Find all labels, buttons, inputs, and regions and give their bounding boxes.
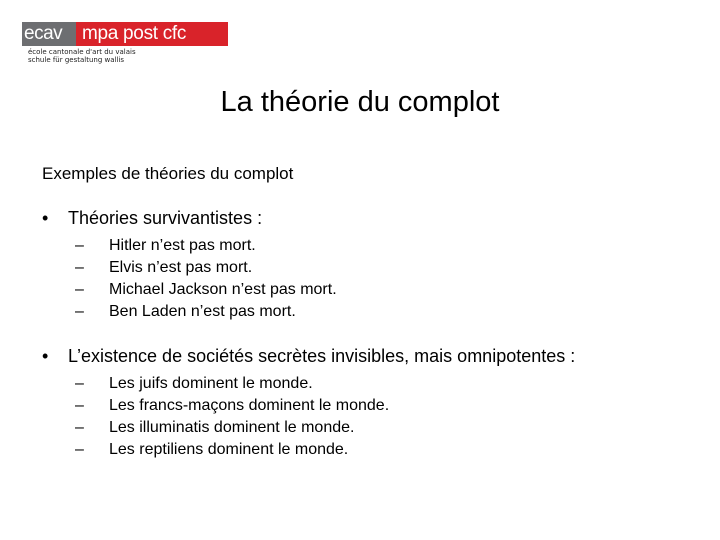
list-item-text: Les reptiliens dominent le monde. xyxy=(109,441,349,458)
list-item xyxy=(42,417,575,439)
list-item-text: Elvis n’est pas mort. xyxy=(109,259,253,276)
dash: – xyxy=(75,259,84,276)
bullet-text: L’existence de sociétés secrètes invisibles, mais omnipotentes : xyxy=(68,346,576,366)
dash: – xyxy=(75,397,84,414)
slide-title: La théorie du complot xyxy=(220,86,500,118)
logo-line-de: schule für gestaltung wallis xyxy=(28,56,125,64)
dash: – xyxy=(75,375,84,392)
dash: – xyxy=(75,441,84,458)
bullet-line xyxy=(42,208,337,229)
list-item xyxy=(42,301,337,323)
list-item-text: Hitler n’est pas mort. xyxy=(109,237,256,254)
logo-mpa-post-cfc: mpa post cfc xyxy=(76,22,228,46)
list-item-text: Les juifs dominent le monde. xyxy=(109,375,313,392)
slide-subtitle: Exemples de théories du complot xyxy=(42,164,294,183)
logo-ecav: ecav xyxy=(22,22,76,46)
list-item-text: Ben Laden n’est pas mort. xyxy=(109,303,296,320)
list-item xyxy=(42,279,337,301)
bullet-dot: • xyxy=(42,208,49,228)
list-item xyxy=(42,235,337,257)
bullet-societes-secretes xyxy=(42,346,575,461)
school-logo xyxy=(22,22,228,64)
bullet-text: Théories survivantistes : xyxy=(68,208,263,228)
dash: – xyxy=(75,281,84,298)
bullet-line xyxy=(42,346,575,367)
list-item xyxy=(42,395,575,417)
bullet-survivantistes xyxy=(42,208,337,323)
dash: – xyxy=(75,303,84,320)
list-item xyxy=(42,373,575,395)
list-item-text: Les francs-maçons dominent le monde. xyxy=(109,397,390,414)
logo-subtitle xyxy=(22,48,228,64)
logo-bar xyxy=(22,22,228,46)
logo-line-fr: école cantonale d'art du valais xyxy=(28,48,136,56)
list-item xyxy=(42,257,337,279)
list-item-text: Michael Jackson n’est pas mort. xyxy=(109,281,337,298)
list-item xyxy=(42,439,575,461)
sub-list xyxy=(42,235,337,323)
bullet-dot: • xyxy=(42,346,49,366)
list-item-text: Les illuminatis dominent le monde. xyxy=(109,419,355,436)
dash: – xyxy=(75,237,84,254)
sub-list xyxy=(42,373,575,461)
dash: – xyxy=(75,419,84,436)
